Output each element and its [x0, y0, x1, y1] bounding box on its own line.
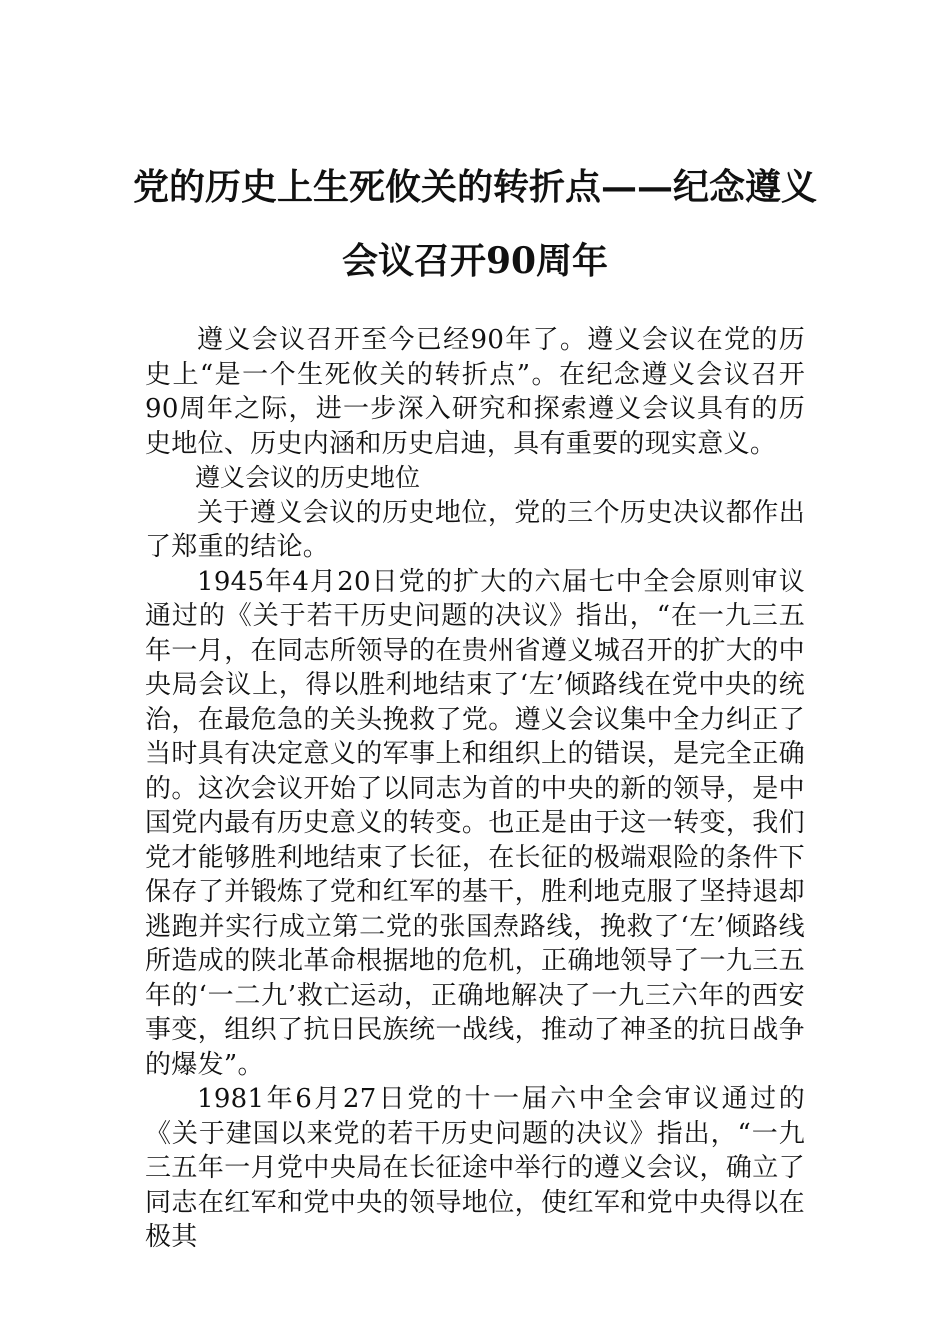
document-body — [145, 323, 805, 1255]
section-heading: 遵义会议的历史地位 — [195, 463, 421, 492]
paragraph-resolutions: 关于遵义会议的历史地位，党的三个历史决议都作出了郑重的结论。 — [145, 497, 805, 562]
paragraph-1945-resolution: 1945年4月20日党的扩大的六届七中全会原则审议通过的《关于若干历史问题的决议》指出，“在一九三五年一月，在同志所领导的在贵州省遵义城召开的扩大的中央局会议上，得以胜利地结束了‘左’倾路线在党中央的统治，在最危急的关头挽救了党。遵义会议集中全力纠正了当时具有决定意义的军事上和组织上的错误，是完全正确的。这次会议开始了以同志为首的中央的新的领导，是中国党内最有历史意义的转变。也正是由于这一转变，我们党才能够胜利地结束了长征，在长征的极端艰险的条件下保存了并锻炼了党和红军的基干，胜利地克服了坚持退却逃跑并实行成立第二党的张国焘路线，挽救了‘左’倾路线所造成的陕北革命根据地的危机，正确地领导了一九三五年的‘一二九’救亡运动，正确地解决了一九三六年的西安事变，组织了抗日民族统一战线，推动了神圣的抗日战争的爆发”。 — [145, 566, 805, 1080]
paragraph-intro: 遵义会议召开至今已经90年了。遵义会议在党的历史上“是一个生死攸关的转折点”。在纪念遵义会议召开90周年之际，进一步深入研究和探索遵义会议具有的历史地位、历史内涵和历史启迪，具有重要的现实意义。 — [145, 325, 805, 459]
paragraph-1981-resolution: 1981年6月27日党的十一届六中全会审议通过的《关于建国以来党的若干历史问题的决议》指出，“一九三五年一月党中央局在长征途中举行的遵义会议，确立了同志在红军和党中央的领导地位，使红军和党中央得以在极其 — [145, 1084, 805, 1252]
document-title: 党的历史上生死攸关的转折点——纪念遵义会议召开90周年 — [132, 166, 817, 282]
